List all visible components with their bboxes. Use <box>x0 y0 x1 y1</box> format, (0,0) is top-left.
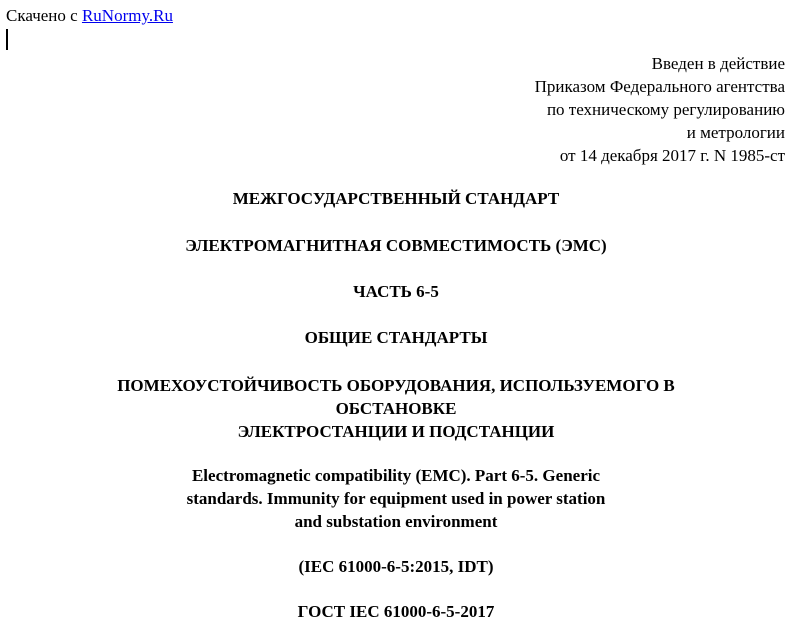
standard-designation <box>0 602 792 622</box>
source-line <box>6 6 173 26</box>
enactment-line: Приказом Федерального агентства <box>534 77 785 96</box>
enactment-line: Введен в действие <box>651 54 785 73</box>
standard-subtitle <box>0 328 792 348</box>
english-title-line: Electromagnetic compatibility (EMC). Part 6-5. Generic <box>191 466 601 485</box>
enactment-line: от 14 декабря 2017 г. N 1985-ст <box>559 146 785 165</box>
standard-designation-text: ГОСТ IEC 61000-6-5-2017 <box>297 602 495 621</box>
standard-title-text: ЭЛЕКТРОМАГНИТНАЯ СОВМЕСТИМОСТЬ (ЭМС) <box>185 236 607 255</box>
standard-title <box>0 236 792 256</box>
enactment-block <box>535 52 785 167</box>
standard-category <box>0 189 792 209</box>
scope-line: ПОМЕХОУСТОЙЧИВОСТЬ ОБОРУДОВАНИЯ, ИСПОЛЬЗУЕМОГО В <box>117 376 675 395</box>
iec-reference-text: (IEC 61000-6-5:2015, IDT) <box>298 557 494 576</box>
text-cursor <box>6 29 8 50</box>
standard-subtitle-text: ОБЩИЕ СТАНДАРТЫ <box>304 328 488 347</box>
iec-reference <box>0 557 792 577</box>
enactment-line: по техническому регулированию <box>546 100 785 119</box>
english-title-line: standards. Immunity for equipment used in power station <box>186 489 606 508</box>
source-prefix: Скачено с <box>6 6 82 25</box>
standard-scope <box>0 374 792 443</box>
scope-line: ОБСТАНОВКЕ <box>335 399 457 418</box>
english-title-line: and substation environment <box>294 512 498 531</box>
english-title <box>0 464 792 533</box>
source-link[interactable]: RuNormy.Ru <box>81 6 173 25</box>
scope-line: ЭЛЕКТРОСТАНЦИИ И ПОДСТАНЦИИ <box>237 422 555 441</box>
standard-part-text: ЧАСТЬ 6-5 <box>353 282 439 301</box>
standard-category-text: МЕЖГОСУДАРСТВЕННЫЙ СТАНДАРТ <box>232 189 560 208</box>
enactment-line: и метрологии <box>686 123 785 142</box>
standard-part <box>0 282 792 302</box>
